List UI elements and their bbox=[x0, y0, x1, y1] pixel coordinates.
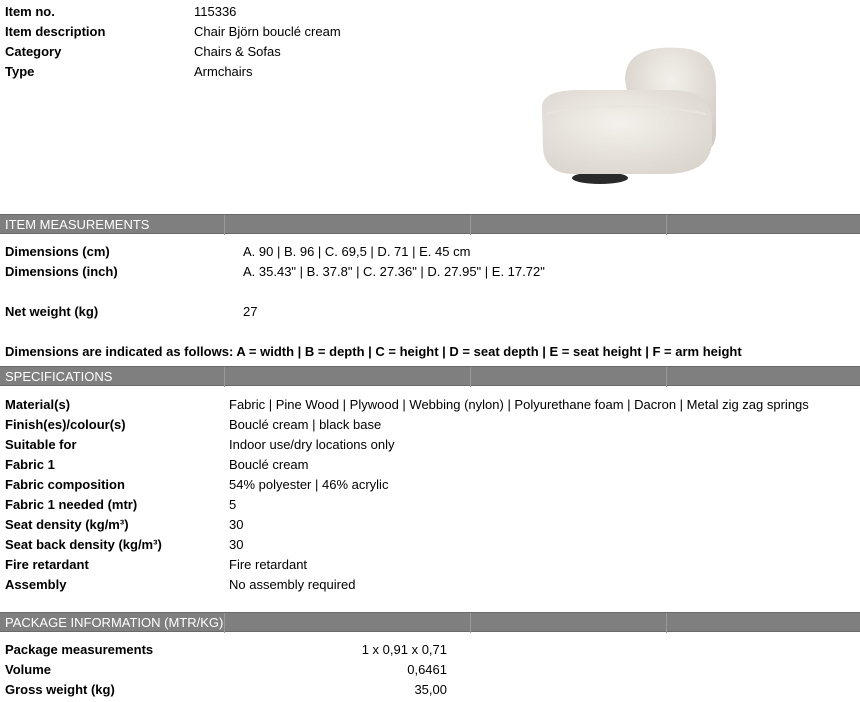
section-header-package-information bbox=[0, 612, 860, 632]
item-description-value: Chair Björn bouclé cream bbox=[194, 24, 341, 39]
category-label: Category bbox=[5, 44, 62, 59]
dimensions-cm-label: Dimensions (cm) bbox=[5, 244, 110, 259]
volume-label: Volume bbox=[5, 662, 51, 677]
spec-value: No assembly required bbox=[229, 577, 356, 592]
package-measurements-label: Package measurements bbox=[5, 642, 154, 657]
spec-value: Indoor use/dry locations only bbox=[229, 437, 395, 452]
dimensions-cm-value: A. 90 | B. 96 | C. 69,5 | D. 71 | E. 45 cm bbox=[243, 244, 471, 259]
package-measurements-value: 1 x 0,91 x 0,71 bbox=[361, 642, 447, 657]
section-title: PACKAGE INFORMATION (MTR/KG) bbox=[5, 615, 224, 630]
section-header-specifications bbox=[0, 366, 860, 386]
net-weight-value: 27 bbox=[243, 304, 258, 319]
dimensions-inch-value: A. 35.43" | B. 37.8" | C. 27.36" | D. 27.95" | E. 17.72" bbox=[243, 264, 545, 279]
item-no-value: 115336 bbox=[194, 4, 237, 19]
spec-label: Finish(es)/colour(s) bbox=[5, 417, 126, 432]
volume-value: 0,6461 bbox=[407, 662, 447, 677]
section-title: SPECIFICATIONS bbox=[5, 369, 113, 384]
gross-weight-label: Gross weight (kg) bbox=[5, 682, 115, 697]
spec-label: Fire retardant bbox=[5, 557, 89, 572]
type-label: Type bbox=[5, 64, 35, 79]
item-description-label: Item description bbox=[5, 24, 106, 39]
section-title: ITEM MEASUREMENTS bbox=[5, 217, 150, 232]
spec-label: Suitable for bbox=[5, 437, 77, 452]
chair-seat bbox=[542, 90, 712, 174]
category-value: Chairs & Sofas bbox=[194, 44, 281, 59]
spec-label: Fabric 1 bbox=[5, 457, 55, 472]
dimensions-inch-label: Dimensions (inch) bbox=[5, 264, 118, 279]
spec-label: Assembly bbox=[5, 577, 67, 592]
net-weight-label: Net weight (kg) bbox=[5, 304, 99, 319]
spec-label: Fabric composition bbox=[5, 477, 125, 492]
spec-label: Material(s) bbox=[5, 397, 71, 412]
gross-weight-value: 35,00 bbox=[414, 682, 447, 697]
item-no-label: Item no. bbox=[5, 4, 55, 19]
spec-value: 30 bbox=[229, 537, 244, 552]
spec-value: Bouclé cream bbox=[229, 457, 309, 472]
spec-value: 30 bbox=[229, 517, 244, 532]
spec-value: 54% polyester | 46% acrylic bbox=[229, 477, 389, 492]
spec-value: Fabric | Pine Wood | Plywood | Webbing (nylon) | Polyurethane foam | Dacron | Metal zig zag springs bbox=[229, 397, 809, 412]
dimensions-legend-note: Dimensions are indicated as follows: A = width | B = depth | C = height | D = seat depth | E = seat height | F = arm height bbox=[5, 344, 742, 359]
spec-value: Fire retardant bbox=[229, 557, 308, 572]
section-header-item-measurements bbox=[0, 214, 860, 234]
spec-label: Fabric 1 needed (mtr) bbox=[5, 497, 138, 512]
spec-value: 5 bbox=[229, 497, 237, 512]
armchair-photo bbox=[530, 40, 770, 200]
spec-label: Seat back density (kg/m³) bbox=[5, 537, 162, 552]
spec-label: Seat density (kg/m³) bbox=[5, 517, 129, 532]
spec-value: Bouclé cream | black base bbox=[229, 417, 382, 432]
type-value: Armchairs bbox=[194, 64, 253, 79]
